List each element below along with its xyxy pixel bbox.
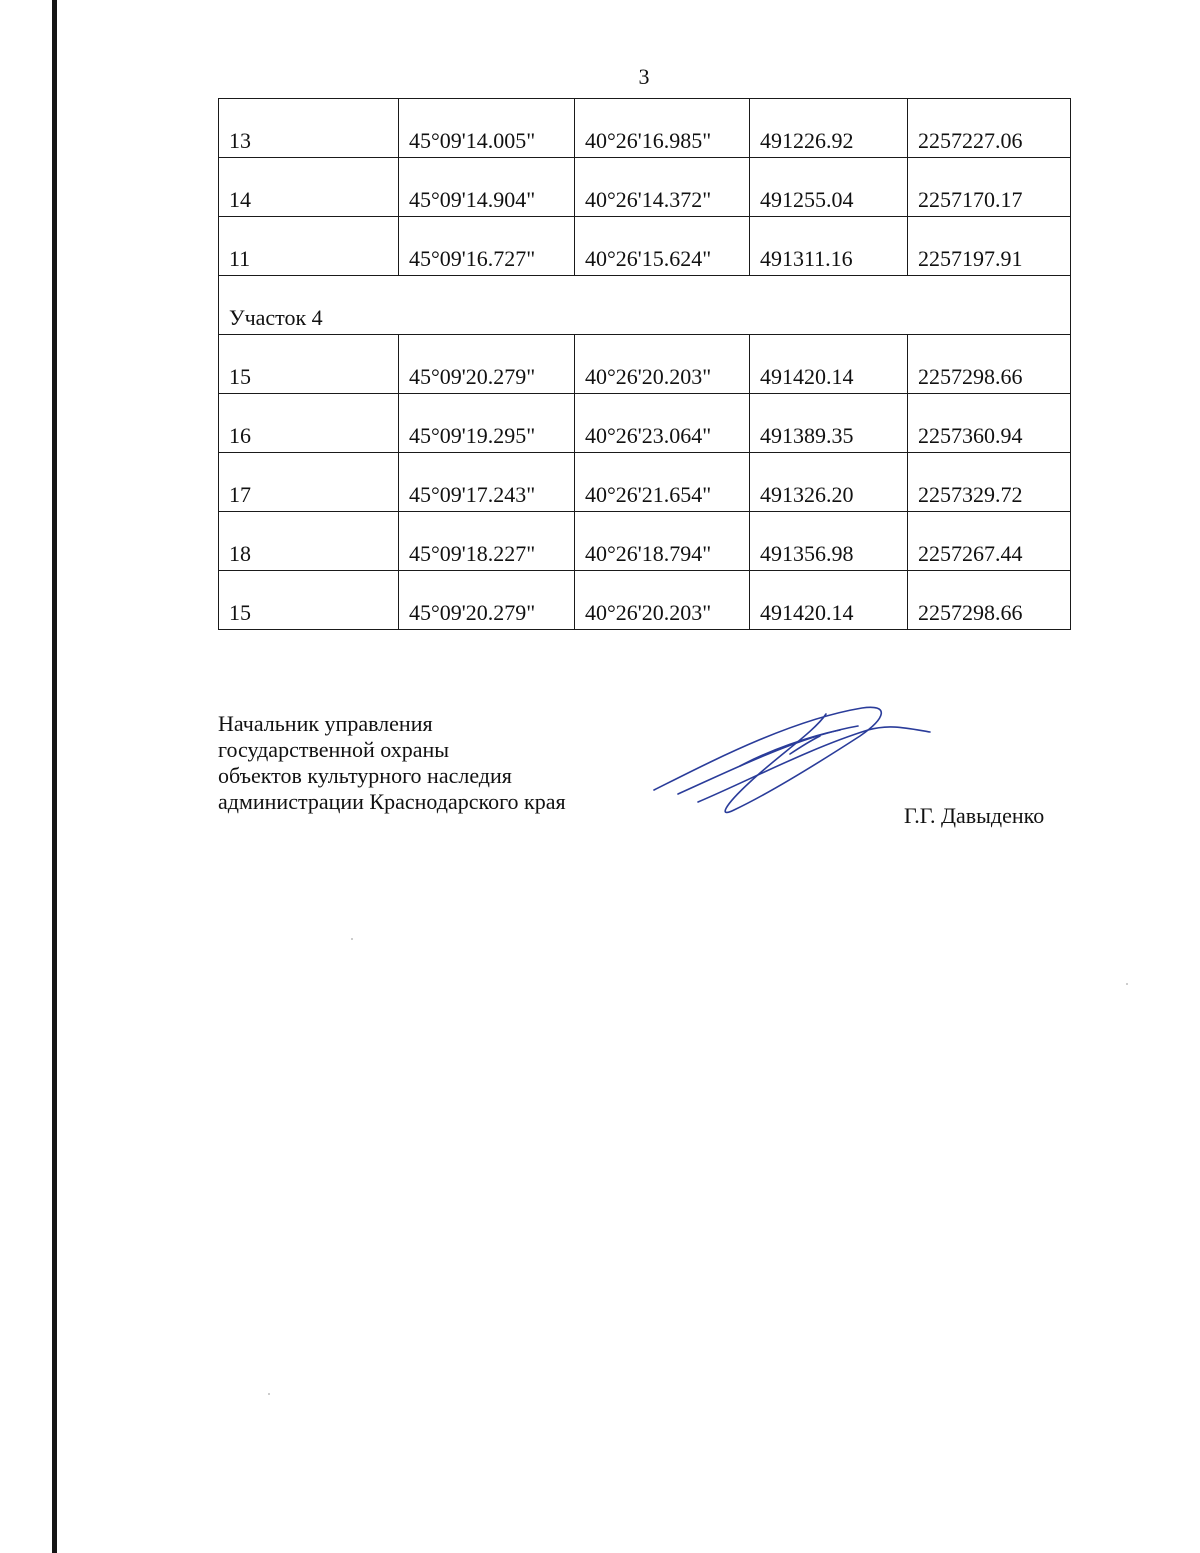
longitude-cell: 40°26'23.064" — [575, 394, 750, 453]
y-coordinate-cell: 2257227.06 — [908, 99, 1071, 158]
latitude-cell: 45°09'18.227" — [399, 512, 575, 571]
point-number-cell: 18 — [219, 512, 399, 571]
scan-speck — [1126, 983, 1128, 985]
table-row — [219, 99, 1071, 158]
point-number-cell: 17 — [219, 453, 399, 512]
signer-name: Г.Г. Давыденко — [904, 803, 1045, 828]
y-coordinate-cell: 2257298.66 — [908, 571, 1071, 630]
x-coordinate-cell: 491226.92 — [750, 99, 908, 158]
coordinates-table — [218, 98, 1071, 630]
x-coordinate-cell: 491326.20 — [750, 453, 908, 512]
y-coordinate-cell: 2257170.17 — [908, 158, 1071, 217]
signature-block — [218, 711, 566, 815]
table-row — [219, 335, 1071, 394]
longitude-cell: 40°26'20.203" — [575, 335, 750, 394]
point-number-cell: 16 — [219, 394, 399, 453]
table-row — [219, 394, 1071, 453]
longitude-cell: 40°26'21.654" — [575, 453, 750, 512]
table-row — [219, 158, 1071, 217]
handwritten-signature — [640, 696, 940, 826]
x-coordinate-cell: 491311.16 — [750, 217, 908, 276]
latitude-cell: 45°09'14.904" — [399, 158, 575, 217]
coordinates-table-body — [219, 99, 1071, 630]
table-row — [219, 571, 1071, 630]
latitude-cell: 45°09'20.279" — [399, 335, 575, 394]
latitude-cell: 45°09'19.295" — [399, 394, 575, 453]
latitude-cell: 45°09'16.727" — [399, 217, 575, 276]
latitude-cell: 45°09'20.279" — [399, 571, 575, 630]
y-coordinate-cell: 2257197.91 — [908, 217, 1071, 276]
section-label: Участок 4 — [219, 276, 1071, 335]
scan-border — [52, 0, 57, 1553]
section-row — [219, 276, 1071, 335]
point-number-cell: 14 — [219, 158, 399, 217]
point-number-cell: 15 — [219, 335, 399, 394]
x-coordinate-cell: 491255.04 — [750, 158, 908, 217]
table-row — [219, 453, 1071, 512]
point-number-cell: 11 — [219, 217, 399, 276]
point-number-cell: 15 — [219, 571, 399, 630]
longitude-cell: 40°26'14.372" — [575, 158, 750, 217]
x-coordinate-cell: 491356.98 — [750, 512, 908, 571]
y-coordinate-cell: 2257267.44 — [908, 512, 1071, 571]
page-number: 3 — [638, 64, 650, 89]
signer-position-line: администрации Краснодарского края — [218, 789, 566, 814]
longitude-cell: 40°26'15.624" — [575, 217, 750, 276]
signer-position-line: государственной охраны — [218, 737, 450, 762]
longitude-cell: 40°26'16.985" — [575, 99, 750, 158]
table-row — [219, 512, 1071, 571]
x-coordinate-cell: 491420.14 — [750, 335, 908, 394]
y-coordinate-cell: 2257298.66 — [908, 335, 1071, 394]
x-coordinate-cell: 491389.35 — [750, 394, 908, 453]
scan-speck — [268, 1393, 270, 1395]
point-number-cell: 13 — [219, 99, 399, 158]
x-coordinate-cell: 491420.14 — [750, 571, 908, 630]
longitude-cell: 40°26'18.794" — [575, 512, 750, 571]
y-coordinate-cell: 2257360.94 — [908, 394, 1071, 453]
signer-position-line: объектов культурного наследия — [218, 763, 512, 788]
scan-speck — [351, 938, 353, 940]
y-coordinate-cell: 2257329.72 — [908, 453, 1071, 512]
longitude-cell: 40°26'20.203" — [575, 571, 750, 630]
latitude-cell: 45°09'17.243" — [399, 453, 575, 512]
signer-position-line: Начальник управления — [218, 711, 433, 736]
latitude-cell: 45°09'14.005" — [399, 99, 575, 158]
table-row — [219, 217, 1071, 276]
